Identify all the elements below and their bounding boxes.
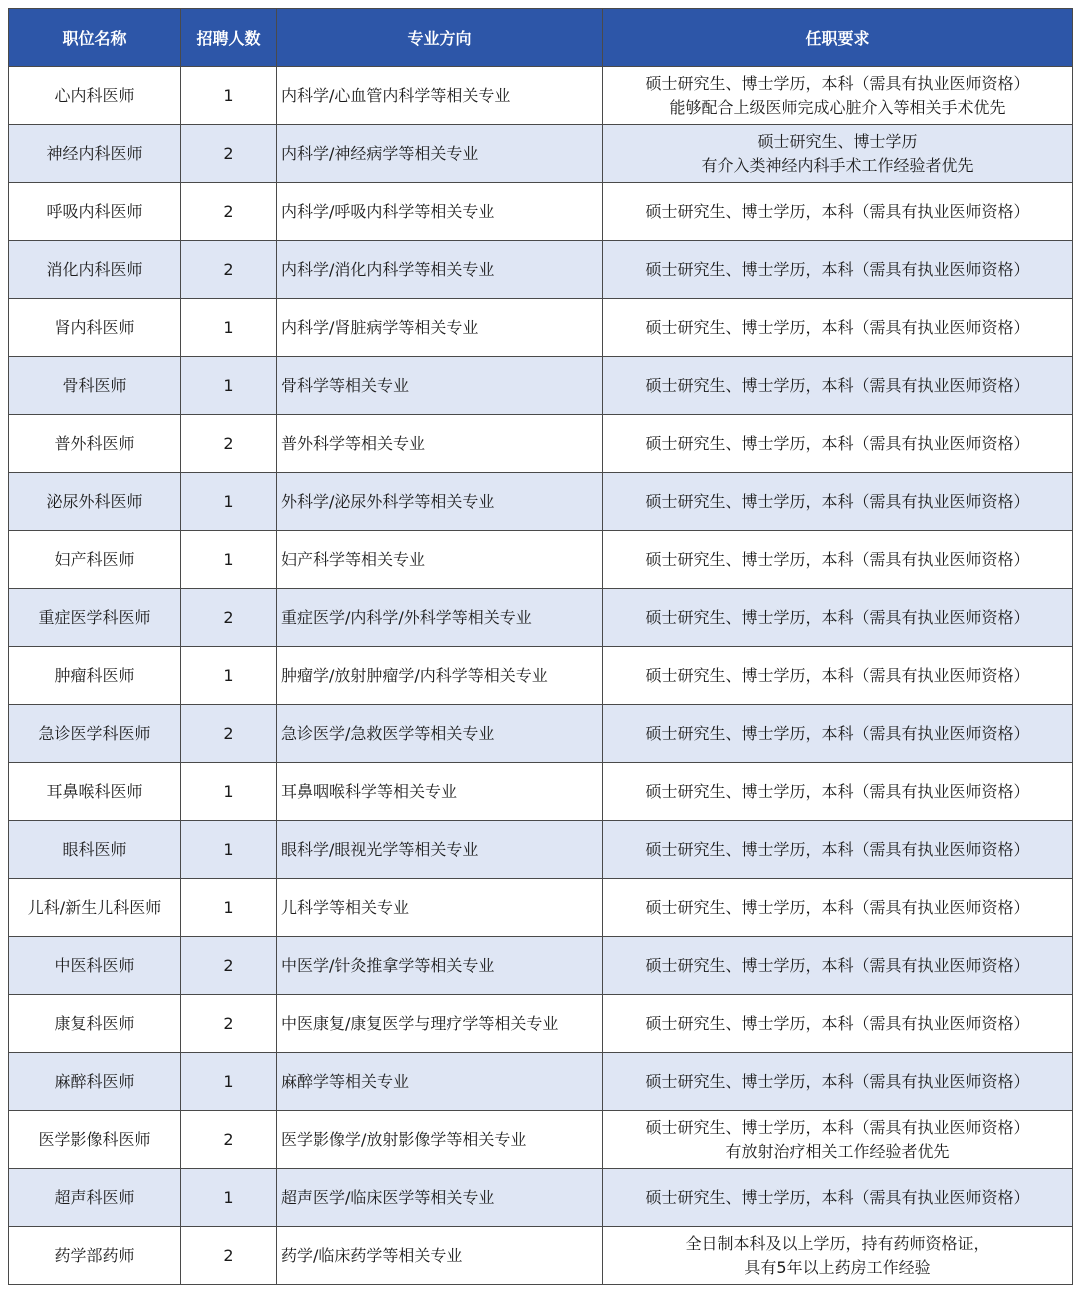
major-cell: 眼科学/眼视光学等相关专业	[277, 821, 603, 879]
major-cell: 急诊医学/急救医学等相关专业	[277, 705, 603, 763]
position-name-cell: 心内科医师	[9, 67, 181, 125]
headcount-cell: 1	[181, 821, 277, 879]
headcount-cell: 2	[181, 589, 277, 647]
position-name-cell: 中医科医师	[9, 937, 181, 995]
requirements-cell	[603, 415, 1073, 473]
position-name-cell: 超声科医师	[9, 1169, 181, 1227]
requirement-line: 硕士研究生、博士学历，本科（需具有执业医师资格）	[645, 607, 1030, 627]
header-requirements: 任职要求	[603, 9, 1073, 67]
requirement-line: 全日制本科及以上学历，持有药师资格证，	[685, 1233, 990, 1253]
table-row	[9, 647, 1073, 705]
table-row	[9, 1227, 1073, 1285]
requirement-line: 硕士研究生、博士学历，本科（需具有执业医师资格）	[645, 955, 1030, 975]
requirements-cell	[603, 299, 1073, 357]
table-row	[9, 821, 1073, 879]
table-row	[9, 1169, 1073, 1227]
table-row	[9, 183, 1073, 241]
major-cell: 骨科学等相关专业	[277, 357, 603, 415]
requirement-line: 硕士研究生、博士学历，本科（需具有执业医师资格）	[645, 897, 1030, 917]
major-cell: 内科学/消化内科学等相关专业	[277, 241, 603, 299]
table-row	[9, 299, 1073, 357]
requirement-line: 能够配合上级医师完成心脏介入等相关手术优先	[669, 97, 1006, 117]
requirement-line: 硕士研究生、博士学历，本科（需具有执业医师资格）	[645, 491, 1030, 511]
requirement-line: 硕士研究生、博士学历，本科（需具有执业医师资格）	[645, 723, 1030, 743]
table-row	[9, 589, 1073, 647]
headcount-cell: 1	[181, 1169, 277, 1227]
major-cell: 中医康复/康复医学与理疗学等相关专业	[277, 995, 603, 1053]
major-cell: 耳鼻咽喉科学等相关专业	[277, 763, 603, 821]
headcount-cell: 1	[181, 879, 277, 937]
requirement-line: 硕士研究生、博士学历，本科（需具有执业医师资格）	[645, 1117, 1030, 1137]
headcount-cell: 1	[181, 299, 277, 357]
headcount-cell: 2	[181, 1111, 277, 1169]
requirements-cell	[603, 125, 1073, 183]
requirements-cell	[603, 1111, 1073, 1169]
position-name-cell: 肿瘤科医师	[9, 647, 181, 705]
position-name-cell: 骨科医师	[9, 357, 181, 415]
major-cell: 外科学/泌尿外科学等相关专业	[277, 473, 603, 531]
headcount-cell: 1	[181, 763, 277, 821]
table-header	[9, 9, 1073, 67]
table-row	[9, 125, 1073, 183]
headcount-cell: 2	[181, 995, 277, 1053]
position-name-cell: 眼科医师	[9, 821, 181, 879]
table-row	[9, 531, 1073, 589]
major-cell: 中医学/针灸推拿学等相关专业	[277, 937, 603, 995]
requirements-cell	[603, 1227, 1073, 1285]
requirements-cell	[603, 647, 1073, 705]
major-cell: 重症医学/内科学/外科学等相关专业	[277, 589, 603, 647]
table-row	[9, 1053, 1073, 1111]
table-row	[9, 995, 1073, 1053]
table-row	[9, 705, 1073, 763]
table-row	[9, 67, 1073, 125]
requirements-cell	[603, 183, 1073, 241]
position-name-cell: 药学部药师	[9, 1227, 181, 1285]
table-row	[9, 879, 1073, 937]
requirements-cell	[603, 705, 1073, 763]
requirement-line: 硕士研究生、博士学历，本科（需具有执业医师资格）	[645, 665, 1030, 685]
major-cell: 内科学/心血管内科学等相关专业	[277, 67, 603, 125]
major-cell: 超声医学/临床医学等相关专业	[277, 1169, 603, 1227]
headcount-cell: 2	[181, 241, 277, 299]
requirement-line: 硕士研究生、博士学历，本科（需具有执业医师资格）	[645, 839, 1030, 859]
table-body	[9, 67, 1073, 1285]
requirement-line: 硕士研究生、博士学历，本科（需具有执业医师资格）	[645, 1071, 1030, 1091]
headcount-cell: 2	[181, 183, 277, 241]
requirement-line: 硕士研究生、博士学历，本科（需具有执业医师资格）	[645, 433, 1030, 453]
table-row	[9, 357, 1073, 415]
requirements-cell	[603, 937, 1073, 995]
headcount-cell: 1	[181, 647, 277, 705]
requirements-cell	[603, 995, 1073, 1053]
major-cell: 内科学/神经病学等相关专业	[277, 125, 603, 183]
requirement-line: 硕士研究生、博士学历，本科（需具有执业医师资格）	[645, 73, 1030, 93]
position-name-cell: 泌尿外科医师	[9, 473, 181, 531]
requirement-line: 硕士研究生、博士学历，本科（需具有执业医师资格）	[645, 259, 1030, 279]
requirement-line: 具有5年以上药房工作经验	[744, 1257, 931, 1277]
table-row	[9, 937, 1073, 995]
position-name-cell: 儿科/新生儿科医师	[9, 879, 181, 937]
position-name-cell: 肾内科医师	[9, 299, 181, 357]
headcount-cell: 1	[181, 531, 277, 589]
major-cell: 普外科学等相关专业	[277, 415, 603, 473]
table-row	[9, 763, 1073, 821]
requirements-cell	[603, 357, 1073, 415]
header-major: 专业方向	[277, 9, 603, 67]
table-row	[9, 241, 1073, 299]
position-name-cell: 神经内科医师	[9, 125, 181, 183]
table-row	[9, 415, 1073, 473]
table-row	[9, 473, 1073, 531]
headcount-cell: 2	[181, 125, 277, 183]
requirement-line: 硕士研究生、博士学历	[757, 131, 918, 151]
header-position: 职位名称	[9, 9, 181, 67]
headcount-cell: 2	[181, 937, 277, 995]
requirements-cell	[603, 67, 1073, 125]
headcount-cell: 2	[181, 1227, 277, 1285]
headcount-cell: 1	[181, 357, 277, 415]
recruitment-table	[8, 8, 1073, 1285]
position-name-cell: 呼吸内科医师	[9, 183, 181, 241]
headcount-cell: 1	[181, 473, 277, 531]
requirement-line: 硕士研究生、博士学历，本科（需具有执业医师资格）	[645, 1187, 1030, 1207]
requirement-line: 有介入类神经内科手术工作经验者优先	[701, 155, 974, 175]
major-cell: 妇产科学等相关专业	[277, 531, 603, 589]
position-name-cell: 重症医学科医师	[9, 589, 181, 647]
requirements-cell	[603, 1169, 1073, 1227]
position-name-cell: 耳鼻喉科医师	[9, 763, 181, 821]
table-row	[9, 1111, 1073, 1169]
requirements-cell	[603, 1053, 1073, 1111]
major-cell: 肿瘤学/放射肿瘤学/内科学等相关专业	[277, 647, 603, 705]
requirement-line: 有放射治疗相关工作经验者优先	[725, 1141, 950, 1161]
major-cell: 内科学/肾脏病学等相关专业	[277, 299, 603, 357]
requirements-cell	[603, 473, 1073, 531]
requirement-line: 硕士研究生、博士学历，本科（需具有执业医师资格）	[645, 1013, 1030, 1033]
major-cell: 内科学/呼吸内科学等相关专业	[277, 183, 603, 241]
headcount-cell: 2	[181, 705, 277, 763]
major-cell: 医学影像学/放射影像学等相关专业	[277, 1111, 603, 1169]
header-row	[9, 9, 1073, 67]
position-name-cell: 消化内科医师	[9, 241, 181, 299]
position-name-cell: 麻醉科医师	[9, 1053, 181, 1111]
requirements-cell	[603, 879, 1073, 937]
requirements-cell	[603, 821, 1073, 879]
requirements-cell	[603, 763, 1073, 821]
position-name-cell: 妇产科医师	[9, 531, 181, 589]
requirement-line: 硕士研究生、博士学历，本科（需具有执业医师资格）	[645, 549, 1030, 569]
requirement-line: 硕士研究生、博士学历，本科（需具有执业医师资格）	[645, 781, 1030, 801]
major-cell: 麻醉学等相关专业	[277, 1053, 603, 1111]
headcount-cell: 1	[181, 67, 277, 125]
position-name-cell: 医学影像科医师	[9, 1111, 181, 1169]
position-name-cell: 康复科医师	[9, 995, 181, 1053]
major-cell: 儿科学等相关专业	[277, 879, 603, 937]
position-name-cell: 急诊医学科医师	[9, 705, 181, 763]
headcount-cell: 2	[181, 415, 277, 473]
headcount-cell: 1	[181, 1053, 277, 1111]
position-name-cell: 普外科医师	[9, 415, 181, 473]
requirements-cell	[603, 241, 1073, 299]
requirement-line: 硕士研究生、博士学历，本科（需具有执业医师资格）	[645, 375, 1030, 395]
header-count: 招聘人数	[181, 9, 277, 67]
requirements-cell	[603, 589, 1073, 647]
major-cell: 药学/临床药学等相关专业	[277, 1227, 603, 1285]
requirements-cell	[603, 531, 1073, 589]
requirement-line: 硕士研究生、博士学历，本科（需具有执业医师资格）	[645, 201, 1030, 221]
requirement-line: 硕士研究生、博士学历，本科（需具有执业医师资格）	[645, 317, 1030, 337]
